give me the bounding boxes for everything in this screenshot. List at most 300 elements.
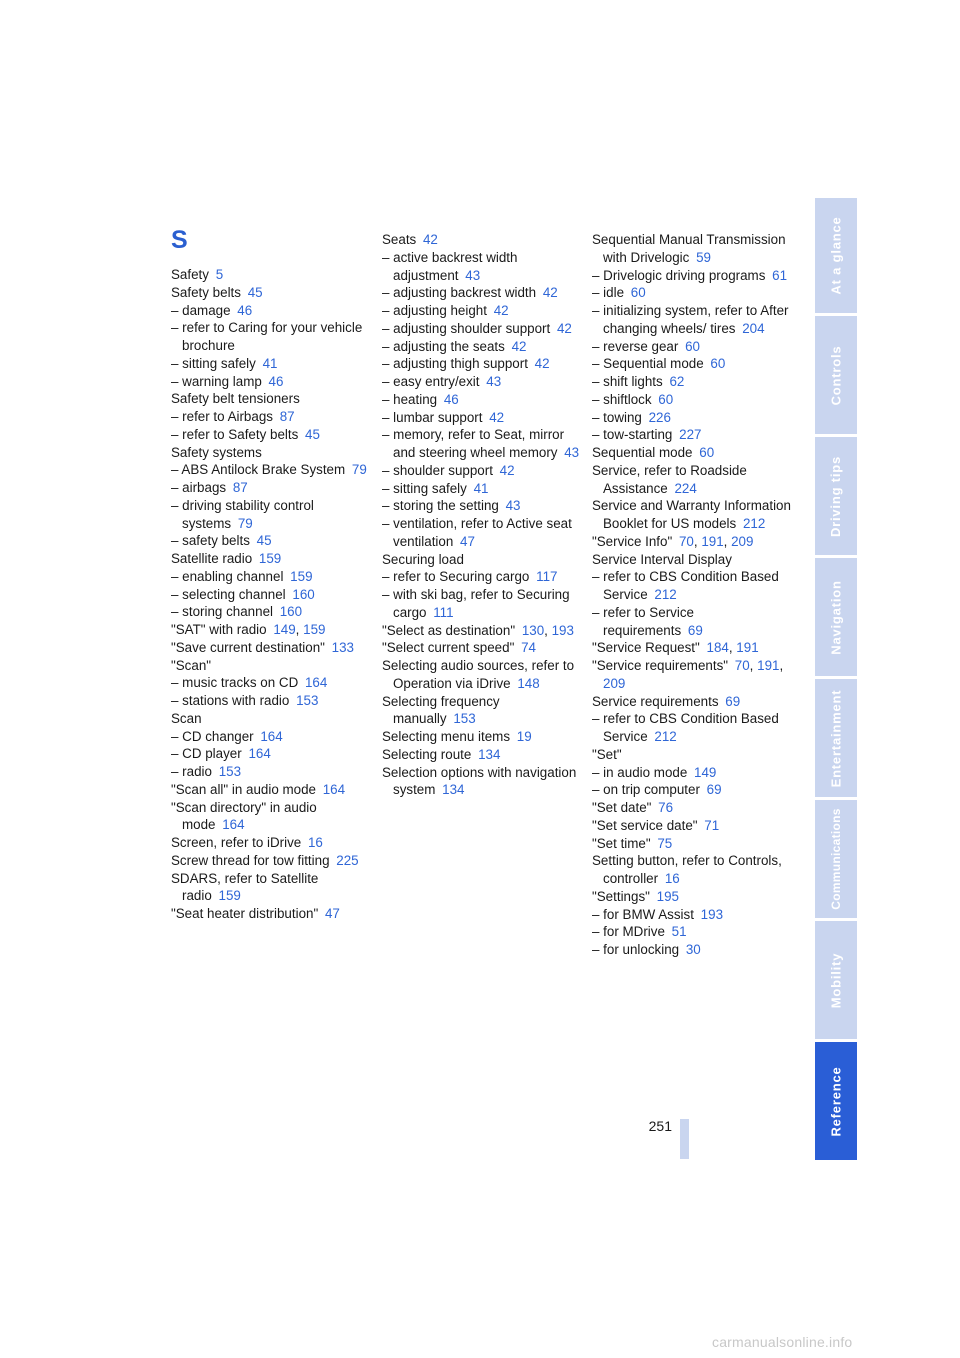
page-link[interactable]: 164 bbox=[248, 746, 271, 762]
index-entry bbox=[592, 923, 792, 941]
page-link[interactable]: 226 bbox=[648, 409, 671, 425]
page-link[interactable]: 43 bbox=[505, 498, 521, 514]
page-link[interactable]: 212 bbox=[654, 729, 677, 744]
page-refs bbox=[296, 693, 318, 708]
index-term: – refer to Safety belts bbox=[171, 426, 299, 442]
page-refs bbox=[486, 374, 501, 389]
index-entry bbox=[171, 390, 371, 408]
page-refs bbox=[517, 676, 539, 691]
page-link[interactable]: 74 bbox=[521, 640, 536, 656]
page-refs bbox=[543, 285, 558, 300]
page-link[interactable]: 30 bbox=[685, 942, 701, 957]
page-link[interactable]: 43 bbox=[486, 374, 502, 389]
index-term: – refer to Service requirements bbox=[592, 604, 694, 638]
page-link[interactable]: 42 bbox=[556, 320, 572, 336]
page-link[interactable]: 87 bbox=[279, 409, 295, 424]
page-link[interactable]: 153 bbox=[296, 693, 319, 708]
page-link[interactable]: 149 bbox=[273, 622, 296, 637]
index-term: – safety belts bbox=[171, 533, 250, 549]
index-term: – memory, refer to Seat, mirror and steering wheel memory bbox=[382, 427, 565, 460]
page-refs bbox=[707, 782, 722, 797]
index-entry bbox=[382, 462, 582, 480]
index-entry bbox=[592, 391, 792, 409]
index-entry bbox=[592, 355, 792, 373]
index-term: Selection options with navigation system bbox=[382, 764, 577, 798]
page-link[interactable]: 148 bbox=[517, 675, 540, 691]
index-term: Setting button, refer to Controls, controller bbox=[592, 853, 782, 886]
page-refs bbox=[332, 640, 354, 655]
index-column-3 bbox=[592, 231, 792, 959]
tab-driving-tips[interactable] bbox=[815, 437, 857, 555]
index-column-2 bbox=[382, 231, 582, 799]
tab-entertainment[interactable] bbox=[815, 679, 857, 797]
index-entry bbox=[171, 657, 371, 675]
page-link[interactable]: 43 bbox=[465, 267, 481, 283]
page-link[interactable]: 212 bbox=[654, 587, 677, 602]
tab-label: At a glance bbox=[828, 216, 844, 295]
index-column-1 bbox=[171, 266, 371, 923]
page-refs bbox=[237, 303, 252, 318]
index-term: – initializing system, refer to After changing wheels/ tires bbox=[592, 303, 789, 336]
page-link[interactable]: 193 bbox=[700, 906, 724, 922]
index-term: – radio bbox=[171, 764, 212, 779]
index-entry bbox=[171, 550, 371, 568]
index-term: – warning lamp bbox=[171, 373, 262, 389]
page-link[interactable]: 159 bbox=[303, 622, 326, 637]
index-entry bbox=[592, 764, 792, 782]
index-term: Service, refer to Roadside Assistance bbox=[592, 462, 747, 496]
page-link[interactable]: 224 bbox=[674, 480, 697, 496]
page-link[interactable]: 71 bbox=[704, 817, 720, 833]
page-refs bbox=[557, 321, 572, 336]
index-term: – refer to CBS Condition Based Service bbox=[592, 711, 779, 744]
index-entry bbox=[171, 834, 371, 852]
page-link[interactable]: 79 bbox=[237, 515, 253, 531]
index-entry bbox=[382, 657, 582, 693]
index-term: "Set time" bbox=[592, 835, 651, 851]
page-link[interactable]: 16 bbox=[307, 835, 323, 850]
page-link[interactable]: 212 bbox=[742, 516, 766, 531]
page-refs bbox=[500, 463, 515, 478]
index-term: Selecting frequency manually bbox=[382, 693, 500, 727]
page-link[interactable]: 79 bbox=[351, 462, 367, 478]
index-entry bbox=[592, 267, 792, 285]
page-refs bbox=[701, 907, 723, 922]
index-entry bbox=[382, 764, 582, 800]
page-link[interactable]: 149 bbox=[694, 764, 717, 780]
index-term: – refer to Caring for your vehicle brochure bbox=[171, 320, 363, 353]
page-link[interactable]: 42 bbox=[422, 232, 438, 247]
page-link[interactable]: 42 bbox=[542, 285, 558, 301]
page-link[interactable]: 42 bbox=[499, 462, 515, 478]
page-link[interactable]: 164 bbox=[260, 728, 283, 744]
index-term: – CD changer bbox=[171, 728, 254, 744]
page-link[interactable]: 153 bbox=[218, 764, 242, 779]
page-link[interactable]: 46 bbox=[237, 302, 253, 318]
index-entry bbox=[592, 338, 792, 356]
page-link[interactable]: 117 bbox=[536, 569, 558, 585]
index-entry bbox=[592, 497, 792, 533]
index-term: Safety belts bbox=[171, 284, 241, 300]
page-link[interactable]: 134 bbox=[442, 782, 465, 798]
index-entry bbox=[382, 497, 582, 515]
index-entry bbox=[382, 231, 582, 249]
page-link[interactable]: 46 bbox=[268, 373, 284, 389]
index-term: – CD player bbox=[171, 746, 242, 762]
tab-label: Communications bbox=[829, 808, 844, 910]
page-link[interactable]: 76 bbox=[658, 800, 674, 815]
index-term: "Set date" bbox=[592, 800, 652, 815]
page-link[interactable]: 70 bbox=[678, 533, 694, 549]
page-link[interactable]: 59 bbox=[696, 249, 711, 265]
index-entry bbox=[592, 941, 792, 959]
index-term: Selecting audio sources, refer to Operation via iDrive bbox=[382, 658, 575, 691]
page-refs bbox=[280, 409, 295, 424]
index-term: – active backrest width adjustment bbox=[382, 249, 518, 283]
index-entry bbox=[171, 603, 371, 621]
index-term: "Select current speed" bbox=[382, 640, 515, 656]
tab-navigation[interactable] bbox=[815, 558, 857, 676]
index-term: – adjusting the seats bbox=[382, 338, 505, 354]
page-link[interactable]: 45 bbox=[256, 533, 272, 549]
page-link[interactable]: 51 bbox=[671, 924, 687, 940]
index-entry bbox=[382, 728, 582, 746]
page-refs bbox=[465, 268, 480, 283]
index-entry bbox=[382, 586, 582, 622]
index-entry bbox=[592, 639, 792, 657]
index-entry bbox=[592, 231, 792, 267]
page-link[interactable]: 195 bbox=[656, 888, 679, 904]
page-refs bbox=[308, 835, 323, 850]
page-refs bbox=[665, 871, 680, 886]
page-refs bbox=[489, 410, 504, 425]
page-refs bbox=[521, 640, 536, 655]
index-entry bbox=[171, 763, 371, 781]
page-link[interactable]: 209 bbox=[603, 675, 626, 691]
page-refs bbox=[657, 889, 679, 904]
page-refs bbox=[688, 623, 703, 638]
index-entry bbox=[592, 409, 792, 427]
page-refs bbox=[772, 268, 787, 283]
index-entry bbox=[592, 551, 792, 569]
index-entry bbox=[382, 568, 582, 586]
index-entry bbox=[171, 444, 371, 462]
page-refs bbox=[248, 285, 263, 300]
index-entry bbox=[171, 568, 371, 586]
index-entry bbox=[592, 746, 792, 764]
tab-mobility[interactable] bbox=[815, 921, 857, 1039]
index-term: "Save current destination" bbox=[171, 639, 325, 655]
page-refs bbox=[710, 356, 725, 371]
index-term: Satellite radio bbox=[171, 551, 253, 566]
page-refs bbox=[423, 232, 438, 247]
index-term: – music tracks on CD bbox=[171, 675, 299, 691]
page-link[interactable]: 60 bbox=[630, 285, 646, 301]
page-link[interactable]: 42 bbox=[493, 303, 509, 318]
index-entry bbox=[382, 480, 582, 498]
tab-label: Navigation bbox=[828, 579, 844, 655]
page-marker-bar bbox=[680, 1119, 689, 1159]
index-term: – refer to Airbags bbox=[171, 409, 273, 424]
page-link[interactable]: 69 bbox=[725, 693, 741, 709]
page-link[interactable]: 209 bbox=[731, 533, 754, 549]
index-term: "Set" bbox=[592, 746, 622, 762]
page-link[interactable]: 160 bbox=[292, 586, 315, 602]
index-term: Service and Warranty Information Booklet for US models bbox=[592, 498, 791, 531]
index-term: – reverse gear bbox=[592, 338, 679, 354]
page-refs bbox=[474, 481, 489, 496]
page-link[interactable]: 47 bbox=[324, 906, 340, 921]
index-entry bbox=[171, 586, 371, 604]
index-term: – enabling channel bbox=[171, 568, 284, 584]
index-term: – driving stability control systems bbox=[171, 497, 314, 531]
page-refs bbox=[658, 392, 673, 407]
tab-label: Reference bbox=[828, 1065, 844, 1137]
index-term: "Select as destination" bbox=[382, 622, 516, 638]
page-link[interactable]: 60 bbox=[658, 391, 674, 407]
page-link[interactable]: 184 bbox=[706, 640, 729, 656]
page-refs bbox=[694, 765, 716, 780]
page-link[interactable]: 133 bbox=[331, 639, 354, 655]
index-term: – refer to CBS Condition Based Service bbox=[592, 569, 779, 602]
page-refs bbox=[685, 339, 700, 354]
page-link[interactable]: 130 bbox=[521, 622, 545, 638]
index-entry bbox=[382, 622, 582, 640]
index-entry bbox=[382, 302, 582, 320]
index-term: "Settings" bbox=[592, 888, 650, 904]
index-term: – refer to Securing cargo bbox=[382, 569, 530, 585]
page-link[interactable]: 62 bbox=[669, 374, 685, 389]
index-entry bbox=[592, 604, 792, 640]
index-term: Service requirements bbox=[592, 693, 719, 709]
page-link[interactable]: 5 bbox=[215, 267, 224, 282]
page-refs bbox=[305, 675, 327, 690]
index-term: "Set service date" bbox=[592, 817, 698, 833]
page-link[interactable]: 45 bbox=[247, 284, 263, 300]
page-link[interactable]: 193 bbox=[551, 622, 574, 638]
page-refs bbox=[219, 888, 241, 903]
index-entry bbox=[592, 462, 792, 498]
page-link[interactable]: 87 bbox=[232, 480, 248, 495]
page-link[interactable]: 159 bbox=[290, 568, 313, 584]
page-link[interactable]: 225 bbox=[336, 852, 359, 868]
index-term: Selecting menu items bbox=[382, 729, 511, 744]
index-entry bbox=[592, 302, 792, 338]
index-entry bbox=[171, 479, 371, 497]
index-term: "SAT" with radio bbox=[171, 622, 267, 637]
index-term: Selecting route bbox=[382, 746, 472, 762]
tab-label: Driving tips bbox=[828, 455, 844, 537]
index-term: SDARS, refer to Satellite radio bbox=[171, 870, 319, 904]
page-refs bbox=[686, 942, 701, 957]
page-refs bbox=[657, 836, 672, 851]
index-term: – adjusting shoulder support bbox=[382, 320, 551, 336]
index-term: "Scan" bbox=[171, 657, 212, 673]
page-refs bbox=[460, 534, 475, 549]
index-term: – damage bbox=[171, 302, 231, 318]
index-term: – selecting channel bbox=[171, 586, 286, 602]
page-refs bbox=[699, 445, 714, 460]
page-link[interactable]: 61 bbox=[772, 267, 788, 283]
page-link[interactable]: 191 bbox=[757, 658, 780, 673]
page-refs bbox=[535, 356, 550, 371]
page-link[interactable]: 47 bbox=[460, 533, 475, 549]
index-term: – storing channel bbox=[171, 604, 273, 620]
page-link[interactable]: 164 bbox=[322, 781, 346, 797]
page-refs bbox=[305, 427, 320, 442]
index-term: – shoulder support bbox=[382, 462, 493, 478]
page-link[interactable]: 111 bbox=[433, 604, 454, 620]
index-entry bbox=[382, 320, 582, 338]
page-refs bbox=[442, 782, 464, 797]
page-link[interactable]: 159 bbox=[258, 551, 282, 566]
index-term: "Service Info" bbox=[592, 533, 673, 549]
page-refs bbox=[494, 303, 509, 318]
page-link[interactable]: 43 bbox=[564, 445, 580, 460]
page-refs bbox=[512, 339, 527, 354]
page-refs bbox=[654, 729, 676, 744]
index-entry bbox=[592, 817, 792, 835]
index-term: – sitting safely bbox=[382, 480, 467, 496]
index-term: – adjusting height bbox=[382, 303, 487, 318]
page-link[interactable]: 19 bbox=[516, 729, 532, 744]
index-term: "Scan directory" in audio mode bbox=[171, 799, 317, 833]
page-link[interactable]: 70 bbox=[734, 658, 750, 673]
page-refs bbox=[649, 410, 671, 425]
page-refs: 70, 191, 209 bbox=[603, 658, 784, 691]
index-term: Scan bbox=[171, 710, 202, 726]
page-refs: 70, 191, 209 bbox=[678, 533, 754, 549]
page-refs bbox=[674, 481, 696, 496]
page-refs bbox=[725, 694, 740, 709]
page-refs bbox=[654, 587, 676, 602]
index-entry bbox=[592, 888, 792, 906]
page-refs bbox=[679, 427, 701, 442]
index-entry bbox=[592, 284, 792, 302]
page-link[interactable]: 191 bbox=[736, 640, 759, 656]
index-term: – ventilation, refer to Active seat ventilation bbox=[382, 516, 572, 549]
index-term: – tow-starting bbox=[592, 427, 673, 443]
page-link[interactable]: 160 bbox=[279, 604, 303, 620]
page-refs bbox=[478, 747, 500, 762]
index-term: – shift lights bbox=[592, 374, 663, 389]
page-refs: 184, 191 bbox=[706, 640, 759, 656]
index-entry bbox=[171, 745, 371, 763]
index-entry bbox=[592, 693, 792, 711]
page-link[interactable]: 75 bbox=[657, 835, 673, 851]
tab-at-a-glance[interactable] bbox=[815, 198, 857, 313]
index-term: Sequential mode bbox=[592, 445, 693, 460]
index-entry bbox=[171, 497, 371, 533]
index-term: Screen, refer to iDrive bbox=[171, 835, 302, 850]
page-refs bbox=[219, 764, 241, 779]
page-refs bbox=[506, 498, 521, 513]
index-term: Service Interval Display bbox=[592, 551, 732, 567]
page-link[interactable]: 159 bbox=[218, 888, 241, 904]
index-entry bbox=[382, 409, 582, 427]
index-term: – lumbar support bbox=[382, 409, 483, 425]
page-link[interactable]: 69 bbox=[687, 622, 703, 638]
index-entry bbox=[382, 338, 582, 356]
index-term: – towing bbox=[592, 409, 642, 425]
page-refs bbox=[453, 711, 475, 726]
page-refs bbox=[352, 462, 367, 477]
page-link[interactable]: 227 bbox=[679, 427, 702, 443]
page-refs bbox=[259, 551, 281, 566]
index-entry bbox=[171, 905, 371, 923]
page-refs bbox=[269, 374, 284, 389]
page-refs bbox=[216, 267, 223, 282]
page-refs bbox=[564, 445, 579, 460]
page-link[interactable]: 41 bbox=[473, 480, 489, 496]
index-entry bbox=[382, 355, 582, 373]
page-link[interactable]: 46 bbox=[443, 391, 459, 407]
index-entry bbox=[382, 693, 582, 729]
index-term: Screw thread for tow fitting bbox=[171, 852, 330, 868]
page-link[interactable]: 45 bbox=[305, 426, 320, 442]
page-link[interactable]: 16 bbox=[664, 871, 680, 886]
index-entry bbox=[382, 746, 582, 764]
index-entry bbox=[171, 870, 371, 906]
page-link[interactable]: 41 bbox=[262, 355, 278, 371]
page-link[interactable]: 69 bbox=[706, 782, 722, 798]
index-entry bbox=[592, 373, 792, 391]
page-link[interactable]: 60 bbox=[699, 445, 715, 460]
page-link[interactable]: 42 bbox=[511, 338, 527, 354]
page-link[interactable]: 204 bbox=[742, 320, 765, 336]
index-entry bbox=[171, 319, 371, 355]
index-term: – sitting safely bbox=[171, 355, 256, 371]
index-term: – stations with radio bbox=[171, 693, 290, 708]
tab-controls[interactable] bbox=[815, 316, 857, 434]
page-link[interactable]: 153 bbox=[453, 711, 476, 727]
page-link[interactable]: 191 bbox=[701, 533, 724, 549]
page-link[interactable]: 42 bbox=[534, 356, 550, 372]
index-entry bbox=[171, 639, 371, 657]
page-refs bbox=[696, 250, 711, 265]
page-refs bbox=[238, 516, 253, 531]
page-refs bbox=[336, 853, 358, 868]
page-link[interactable]: 134 bbox=[478, 746, 501, 762]
index-term: "Scan all" in audio mode bbox=[171, 781, 316, 797]
page-refs bbox=[672, 924, 687, 939]
tab-label: Entertainment bbox=[828, 689, 844, 787]
index-entry bbox=[592, 533, 792, 551]
index-entry bbox=[171, 284, 371, 302]
index-entry bbox=[171, 266, 371, 284]
index-term: Securing load bbox=[382, 551, 464, 567]
tab-communications[interactable] bbox=[815, 800, 857, 918]
index-entry bbox=[382, 551, 582, 569]
page-link[interactable]: 42 bbox=[489, 409, 505, 425]
index-entry bbox=[592, 444, 792, 462]
index-term: – for MDrive bbox=[592, 924, 665, 940]
index-term: Safety belt tensioners bbox=[171, 391, 300, 407]
index-entry bbox=[382, 284, 582, 302]
index-entry bbox=[592, 568, 792, 604]
page-link[interactable]: 164 bbox=[304, 675, 328, 691]
page-link[interactable]: 60 bbox=[685, 338, 700, 354]
page-refs: 149, 159 bbox=[273, 622, 326, 637]
tab-label: Controls bbox=[828, 345, 844, 405]
page-refs bbox=[260, 729, 282, 744]
index-entry bbox=[171, 355, 371, 373]
page-link[interactable]: 60 bbox=[710, 356, 726, 372]
index-entry bbox=[382, 639, 582, 657]
page-link[interactable]: 164 bbox=[222, 817, 245, 833]
page-refs bbox=[444, 392, 459, 407]
tab-reference[interactable] bbox=[815, 1042, 857, 1160]
